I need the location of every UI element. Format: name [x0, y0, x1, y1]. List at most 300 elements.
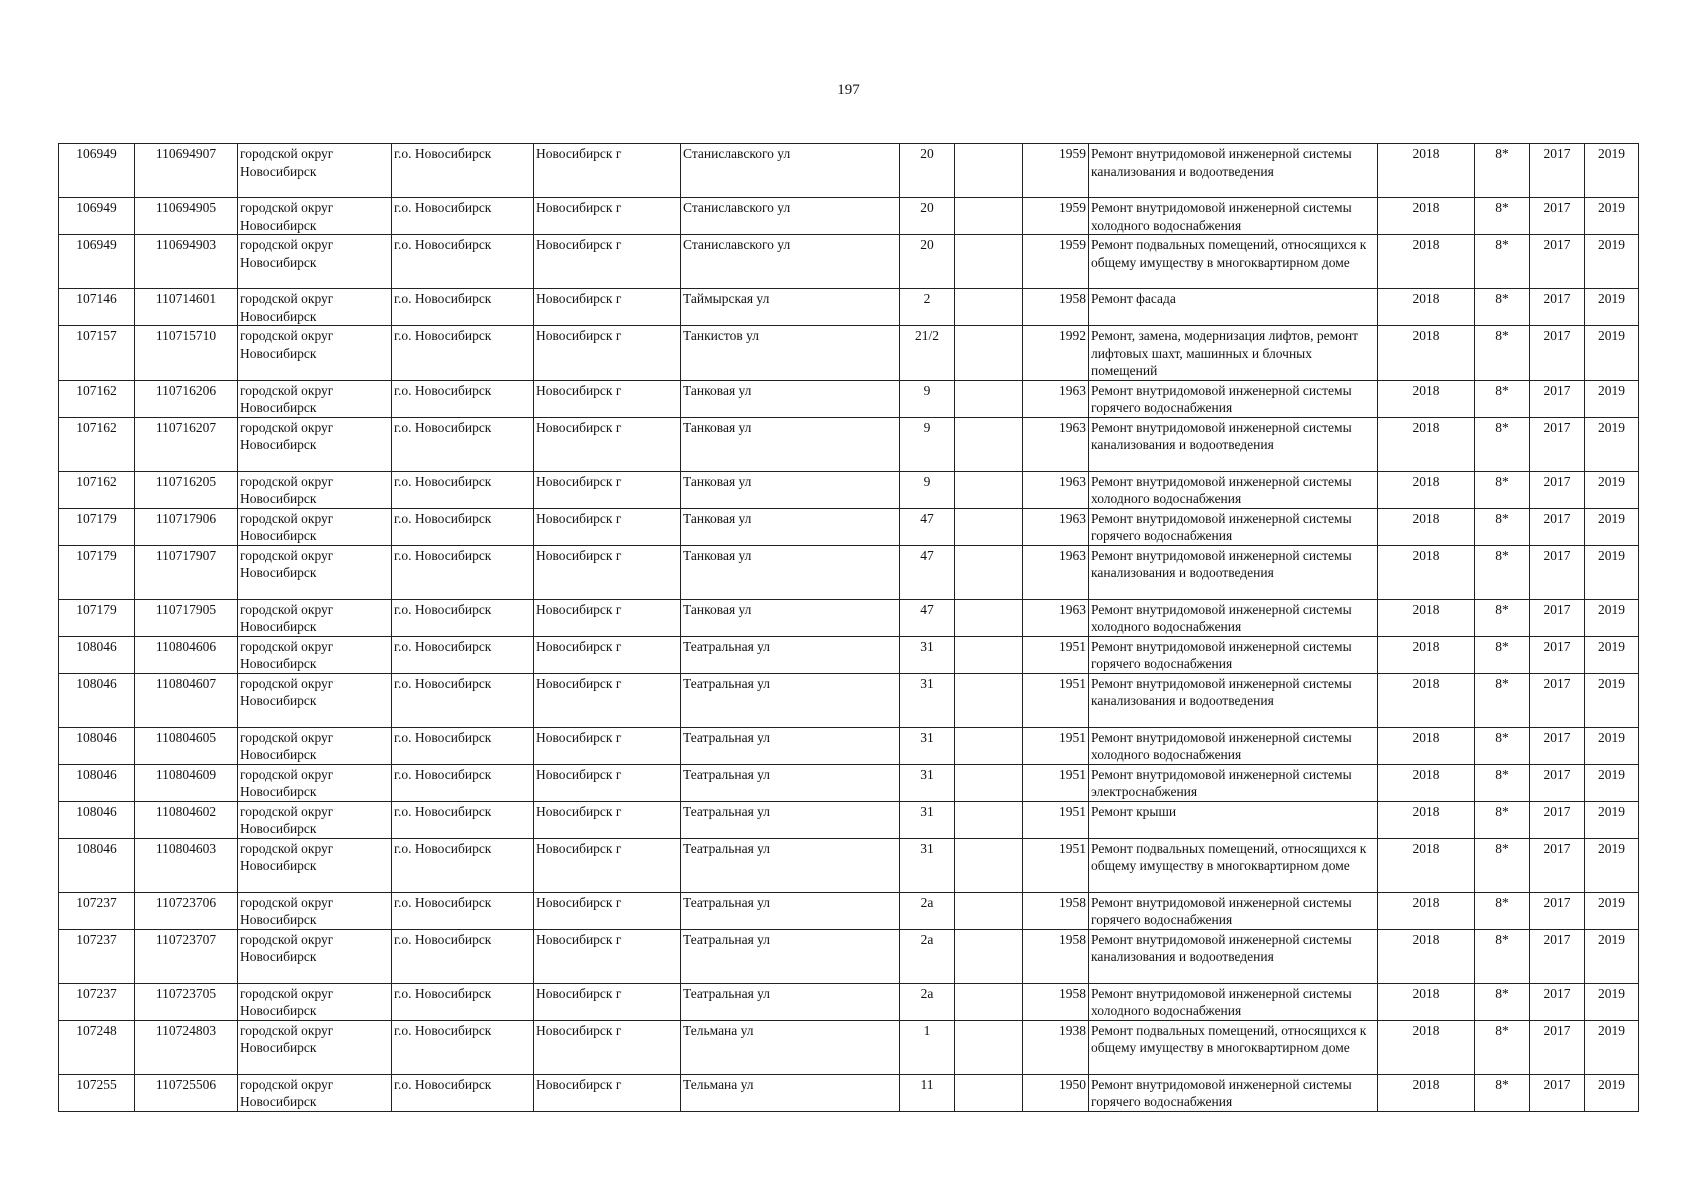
table-row: [59, 1074, 1639, 1111]
cell-municipality: городской округ Новосибирск: [238, 508, 392, 545]
cell-house-id: 107162: [59, 471, 135, 508]
cell-built-year: 1959: [1023, 235, 1089, 289]
cell-house-number: 31: [900, 838, 955, 892]
table-row: [59, 144, 1639, 198]
table-row: [59, 417, 1639, 471]
cell-built-year: 1959: [1023, 144, 1089, 198]
cell-end-year: 2019: [1585, 983, 1639, 1020]
cell-start-year: 2017: [1530, 764, 1585, 801]
cell-start-year: 2017: [1530, 144, 1585, 198]
cell-settlement: Новосибирск г: [534, 599, 681, 636]
cell-district: г.о. Новосибирск: [392, 727, 534, 764]
cell-house-number: 2а: [900, 929, 955, 983]
cell-end-year: 2019: [1585, 326, 1639, 381]
cell-street: Танковая ул: [681, 471, 900, 508]
cell-house-id: 107162: [59, 380, 135, 417]
cell-plan-year: 2018: [1378, 838, 1475, 892]
cell-work-id: 110723707: [135, 929, 238, 983]
cell-built-year: 1963: [1023, 417, 1089, 471]
cell-plan-year: 2018: [1378, 599, 1475, 636]
cell-built-year: 1958: [1023, 892, 1089, 929]
cell-house-number: 9: [900, 417, 955, 471]
cell-plan-year: 2018: [1378, 289, 1475, 326]
cell-building: [955, 1020, 1023, 1074]
cell-building: [955, 892, 1023, 929]
cell-built-year: 1992: [1023, 326, 1089, 381]
cell-settlement: Новосибирск г: [534, 1074, 681, 1111]
cell-street: Станиславского ул: [681, 235, 900, 289]
cell-start-year: 2017: [1530, 198, 1585, 235]
cell-building: [955, 380, 1023, 417]
cell-house-number: 47: [900, 545, 955, 599]
cell-plan-year: 2018: [1378, 892, 1475, 929]
cell-street: Театральная ул: [681, 673, 900, 727]
cell-building: [955, 764, 1023, 801]
cell-house-id: 107237: [59, 929, 135, 983]
cell-plan-year: 2018: [1378, 929, 1475, 983]
cell-built-year: 1938: [1023, 1020, 1089, 1074]
cell-street: Таймырская ул: [681, 289, 900, 326]
cell-house-number: 47: [900, 508, 955, 545]
table-row: [59, 636, 1639, 673]
cell-start-year: 2017: [1530, 929, 1585, 983]
table-row: [59, 983, 1639, 1020]
cell-end-year: 2019: [1585, 417, 1639, 471]
cell-work-id: 110725506: [135, 1074, 238, 1111]
cell-cost-norm: 8*: [1475, 673, 1530, 727]
cell-cost-norm: 8*: [1475, 929, 1530, 983]
cell-start-year: 2017: [1530, 545, 1585, 599]
cell-start-year: 2017: [1530, 235, 1585, 289]
cell-district: г.о. Новосибирск: [392, 1020, 534, 1074]
cell-work-id: 110804607: [135, 673, 238, 727]
cell-settlement: Новосибирск г: [534, 471, 681, 508]
cell-house-number: 2а: [900, 892, 955, 929]
cell-district: г.о. Новосибирск: [392, 417, 534, 471]
cell-building: [955, 838, 1023, 892]
cell-district: г.о. Новосибирск: [392, 380, 534, 417]
cell-cost-norm: 8*: [1475, 326, 1530, 381]
cell-street: Театральная ул: [681, 983, 900, 1020]
cell-built-year: 1963: [1023, 545, 1089, 599]
cell-settlement: Новосибирск г: [534, 508, 681, 545]
table-row: [59, 929, 1639, 983]
cell-municipality: городской округ Новосибирск: [238, 929, 392, 983]
cell-house-number: 47: [900, 599, 955, 636]
page-number: 197: [837, 82, 860, 98]
cell-house-id: 107146: [59, 289, 135, 326]
cell-cost-norm: 8*: [1475, 545, 1530, 599]
cell-built-year: 1951: [1023, 673, 1089, 727]
cell-plan-year: 2018: [1378, 727, 1475, 764]
cell-plan-year: 2018: [1378, 801, 1475, 838]
cell-street: Театральная ул: [681, 929, 900, 983]
cell-plan-year: 2018: [1378, 235, 1475, 289]
cell-district: г.о. Новосибирск: [392, 545, 534, 599]
table-row: [59, 673, 1639, 727]
cell-start-year: 2017: [1530, 983, 1585, 1020]
cell-district: г.о. Новосибирск: [392, 764, 534, 801]
table-row: [59, 326, 1639, 381]
cell-end-year: 2019: [1585, 380, 1639, 417]
cell-start-year: 2017: [1530, 636, 1585, 673]
table-row: [59, 764, 1639, 801]
cell-plan-year: 2018: [1378, 545, 1475, 599]
cell-end-year: 2019: [1585, 144, 1639, 198]
cell-house-id: 107157: [59, 326, 135, 381]
cell-district: г.о. Новосибирск: [392, 326, 534, 381]
cell-settlement: Новосибирск г: [534, 545, 681, 599]
cell-street: Театральная ул: [681, 892, 900, 929]
cell-house-number: 31: [900, 727, 955, 764]
repair-register-table: [58, 143, 1639, 1112]
cell-cost-norm: 8*: [1475, 1020, 1530, 1074]
cell-start-year: 2017: [1530, 838, 1585, 892]
cell-settlement: Новосибирск г: [534, 838, 681, 892]
cell-house-number: 9: [900, 471, 955, 508]
cell-municipality: городской округ Новосибирск: [238, 235, 392, 289]
cell-end-year: 2019: [1585, 235, 1639, 289]
cell-plan-year: 2018: [1378, 198, 1475, 235]
cell-municipality: городской округ Новосибирск: [238, 599, 392, 636]
cell-building: [955, 983, 1023, 1020]
cell-cost-norm: 8*: [1475, 892, 1530, 929]
cell-cost-norm: 8*: [1475, 636, 1530, 673]
cell-building: [955, 471, 1023, 508]
cell-plan-year: 2018: [1378, 144, 1475, 198]
cell-building: [955, 289, 1023, 326]
cell-work-type: Ремонт внутридомовой инженерной системы канализования и водоотведения: [1089, 929, 1378, 983]
cell-house-id: 108046: [59, 673, 135, 727]
cell-built-year: 1951: [1023, 636, 1089, 673]
cell-building: [955, 636, 1023, 673]
cell-start-year: 2017: [1530, 1074, 1585, 1111]
cell-municipality: городской округ Новосибирск: [238, 636, 392, 673]
cell-house-number: 21/2: [900, 326, 955, 381]
cell-building: [955, 727, 1023, 764]
cell-street: Станиславского ул: [681, 144, 900, 198]
cell-settlement: Новосибирск г: [534, 764, 681, 801]
cell-settlement: Новосибирск г: [534, 235, 681, 289]
cell-district: г.о. Новосибирск: [392, 801, 534, 838]
cell-start-year: 2017: [1530, 326, 1585, 381]
cell-house-number: 1: [900, 1020, 955, 1074]
cell-street: Тельмана ул: [681, 1020, 900, 1074]
cell-work-id: 110714601: [135, 289, 238, 326]
cell-street: Театральная ул: [681, 838, 900, 892]
cell-work-type: Ремонт внутридомовой инженерной системы холодного водоснабжения: [1089, 599, 1378, 636]
cell-end-year: 2019: [1585, 1020, 1639, 1074]
cell-street: Танковая ул: [681, 545, 900, 599]
cell-cost-norm: 8*: [1475, 983, 1530, 1020]
cell-street: Станиславского ул: [681, 198, 900, 235]
cell-work-id: 110694905: [135, 198, 238, 235]
cell-building: [955, 673, 1023, 727]
cell-house-number: 31: [900, 801, 955, 838]
cell-built-year: 1951: [1023, 727, 1089, 764]
cell-municipality: городской округ Новосибирск: [238, 673, 392, 727]
cell-start-year: 2017: [1530, 801, 1585, 838]
cell-street: Танковая ул: [681, 508, 900, 545]
cell-start-year: 2017: [1530, 673, 1585, 727]
cell-work-type: Ремонт внутридомовой инженерной системы электроснабжения: [1089, 764, 1378, 801]
cell-built-year: 1958: [1023, 289, 1089, 326]
cell-work-id: 110804609: [135, 764, 238, 801]
cell-end-year: 2019: [1585, 198, 1639, 235]
cell-district: г.о. Новосибирск: [392, 673, 534, 727]
cell-work-id: 110717907: [135, 545, 238, 599]
cell-cost-norm: 8*: [1475, 471, 1530, 508]
cell-municipality: городской округ Новосибирск: [238, 1074, 392, 1111]
cell-municipality: городской округ Новосибирск: [238, 892, 392, 929]
cell-building: [955, 417, 1023, 471]
cell-end-year: 2019: [1585, 636, 1639, 673]
cell-plan-year: 2018: [1378, 764, 1475, 801]
cell-cost-norm: 8*: [1475, 801, 1530, 838]
cell-work-type: Ремонт внутридомовой инженерной системы канализования и водоотведения: [1089, 144, 1378, 198]
cell-work-id: 110716207: [135, 417, 238, 471]
cell-building: [955, 545, 1023, 599]
cell-municipality: городской округ Новосибирск: [238, 801, 392, 838]
cell-work-id: 110724803: [135, 1020, 238, 1074]
cell-start-year: 2017: [1530, 380, 1585, 417]
cell-cost-norm: 8*: [1475, 289, 1530, 326]
cell-settlement: Новосибирск г: [534, 144, 681, 198]
cell-work-type: Ремонт подвальных помещений, относящихся к общему имуществу в многоквартирном доме: [1089, 838, 1378, 892]
table-row: [59, 235, 1639, 289]
cell-house-id: 107162: [59, 417, 135, 471]
cell-house-id: 106949: [59, 235, 135, 289]
cell-work-id: 110694903: [135, 235, 238, 289]
cell-built-year: 1958: [1023, 929, 1089, 983]
cell-district: г.о. Новосибирск: [392, 983, 534, 1020]
cell-work-type: Ремонт фасада: [1089, 289, 1378, 326]
cell-district: г.о. Новосибирск: [392, 838, 534, 892]
cell-end-year: 2019: [1585, 727, 1639, 764]
cell-municipality: городской округ Новосибирск: [238, 471, 392, 508]
cell-house-id: 108046: [59, 727, 135, 764]
cell-house-number: 31: [900, 636, 955, 673]
cell-cost-norm: 8*: [1475, 198, 1530, 235]
cell-plan-year: 2018: [1378, 983, 1475, 1020]
cell-house-id: 108046: [59, 801, 135, 838]
cell-house-id: 108046: [59, 636, 135, 673]
cell-district: г.о. Новосибирск: [392, 599, 534, 636]
cell-cost-norm: 8*: [1475, 417, 1530, 471]
cell-plan-year: 2018: [1378, 326, 1475, 381]
cell-district: г.о. Новосибирск: [392, 1074, 534, 1111]
cell-house-number: 11: [900, 1074, 955, 1111]
cell-municipality: городской округ Новосибирск: [238, 727, 392, 764]
cell-plan-year: 2018: [1378, 417, 1475, 471]
cell-end-year: 2019: [1585, 929, 1639, 983]
cell-building: [955, 599, 1023, 636]
cell-building: [955, 801, 1023, 838]
table-row: [59, 380, 1639, 417]
cell-work-type: Ремонт внутридомовой инженерной системы горячего водоснабжения: [1089, 892, 1378, 929]
cell-built-year: 1959: [1023, 198, 1089, 235]
table-row: [59, 892, 1639, 929]
cell-settlement: Новосибирск г: [534, 380, 681, 417]
cell-street: Театральная ул: [681, 636, 900, 673]
cell-start-year: 2017: [1530, 289, 1585, 326]
cell-work-id: 110716206: [135, 380, 238, 417]
cell-work-id: 110717905: [135, 599, 238, 636]
cell-work-type: Ремонт внутридомовой инженерной системы канализования и водоотведения: [1089, 417, 1378, 471]
cell-district: г.о. Новосибирск: [392, 471, 534, 508]
cell-district: г.о. Новосибирск: [392, 636, 534, 673]
table-row: [59, 801, 1639, 838]
cell-house-number: 20: [900, 198, 955, 235]
cell-municipality: городской округ Новосибирск: [238, 289, 392, 326]
table-row: [59, 198, 1639, 235]
table-row: [59, 838, 1639, 892]
cell-house-number: 20: [900, 235, 955, 289]
cell-house-number: 31: [900, 673, 955, 727]
cell-house-id: 107248: [59, 1020, 135, 1074]
cell-cost-norm: 8*: [1475, 1074, 1530, 1111]
cell-settlement: Новосибирск г: [534, 801, 681, 838]
cell-built-year: 1958: [1023, 983, 1089, 1020]
cell-end-year: 2019: [1585, 599, 1639, 636]
cell-work-id: 110804605: [135, 727, 238, 764]
cell-house-id: 108046: [59, 764, 135, 801]
cell-start-year: 2017: [1530, 417, 1585, 471]
cell-house-id: 107179: [59, 545, 135, 599]
cell-plan-year: 2018: [1378, 636, 1475, 673]
cell-district: г.о. Новосибирск: [392, 144, 534, 198]
cell-work-type: Ремонт внутридомовой инженерной системы горячего водоснабжения: [1089, 636, 1378, 673]
cell-work-id: 110694907: [135, 144, 238, 198]
cell-building: [955, 508, 1023, 545]
cell-work-type: Ремонт внутридомовой инженерной системы горячего водоснабжения: [1089, 380, 1378, 417]
cell-settlement: Новосибирск г: [534, 929, 681, 983]
table-row: [59, 471, 1639, 508]
cell-end-year: 2019: [1585, 508, 1639, 545]
cell-house-id: 107255: [59, 1074, 135, 1111]
cell-work-id: 110804602: [135, 801, 238, 838]
cell-district: г.о. Новосибирск: [392, 289, 534, 326]
cell-built-year: 1950: [1023, 1074, 1089, 1111]
cell-municipality: городской округ Новосибирск: [238, 983, 392, 1020]
cell-plan-year: 2018: [1378, 380, 1475, 417]
cell-municipality: городской округ Новосибирск: [238, 838, 392, 892]
cell-plan-year: 2018: [1378, 1020, 1475, 1074]
cell-house-number: 20: [900, 144, 955, 198]
cell-municipality: городской округ Новосибирск: [238, 1020, 392, 1074]
cell-municipality: городской округ Новосибирск: [238, 144, 392, 198]
cell-plan-year: 2018: [1378, 1074, 1475, 1111]
cell-house-id: 107179: [59, 508, 135, 545]
cell-plan-year: 2018: [1378, 673, 1475, 727]
cell-cost-norm: 8*: [1475, 764, 1530, 801]
cell-cost-norm: 8*: [1475, 727, 1530, 764]
cell-street: Танковая ул: [681, 380, 900, 417]
cell-municipality: городской округ Новосибирск: [238, 198, 392, 235]
cell-house-id: 107237: [59, 892, 135, 929]
cell-start-year: 2017: [1530, 892, 1585, 929]
cell-settlement: Новосибирск г: [534, 983, 681, 1020]
cell-street: Танковая ул: [681, 599, 900, 636]
cell-end-year: 2019: [1585, 545, 1639, 599]
cell-settlement: Новосибирск г: [534, 727, 681, 764]
cell-work-type: Ремонт внутридомовой инженерной системы холодного водоснабжения: [1089, 198, 1378, 235]
cell-house-id: 107179: [59, 599, 135, 636]
cell-work-id: 110723705: [135, 983, 238, 1020]
cell-work-type: Ремонт внутридомовой инженерной системы холодного водоснабжения: [1089, 471, 1378, 508]
cell-municipality: городской округ Новосибирск: [238, 764, 392, 801]
cell-end-year: 2019: [1585, 801, 1639, 838]
cell-work-type: Ремонт внутридомовой инженерной системы горячего водоснабжения: [1089, 1074, 1378, 1111]
cell-built-year: 1951: [1023, 764, 1089, 801]
cell-end-year: 2019: [1585, 1074, 1639, 1111]
cell-work-id: 110715710: [135, 326, 238, 381]
cell-cost-norm: 8*: [1475, 235, 1530, 289]
cell-building: [955, 198, 1023, 235]
cell-built-year: 1963: [1023, 508, 1089, 545]
cell-municipality: городской округ Новосибирск: [238, 326, 392, 381]
cell-work-type: Ремонт подвальных помещений, относящихся к общему имуществу в многоквартирном доме: [1089, 235, 1378, 289]
table-row: [59, 508, 1639, 545]
cell-municipality: городской округ Новосибирск: [238, 545, 392, 599]
cell-district: г.о. Новосибирск: [392, 198, 534, 235]
cell-cost-norm: 8*: [1475, 838, 1530, 892]
cell-cost-norm: 8*: [1475, 380, 1530, 417]
cell-plan-year: 2018: [1378, 471, 1475, 508]
cell-work-type: Ремонт подвальных помещений, относящихся к общему имуществу в многоквартирном доме: [1089, 1020, 1378, 1074]
cell-settlement: Новосибирск г: [534, 417, 681, 471]
table-row: [59, 599, 1639, 636]
cell-built-year: 1951: [1023, 838, 1089, 892]
cell-work-type: Ремонт внутридомовой инженерной системы канализования и водоотведения: [1089, 673, 1378, 727]
cell-settlement: Новосибирск г: [534, 892, 681, 929]
cell-work-type: Ремонт крыши: [1089, 801, 1378, 838]
table-row: [59, 289, 1639, 326]
cell-built-year: 1951: [1023, 801, 1089, 838]
cell-building: [955, 235, 1023, 289]
cell-settlement: Новосибирск г: [534, 198, 681, 235]
cell-end-year: 2019: [1585, 838, 1639, 892]
cell-start-year: 2017: [1530, 508, 1585, 545]
cell-street: Тельмана ул: [681, 1074, 900, 1111]
cell-building: [955, 1074, 1023, 1111]
cell-start-year: 2017: [1530, 471, 1585, 508]
cell-house-id: 106949: [59, 144, 135, 198]
cell-settlement: Новосибирск г: [534, 326, 681, 381]
cell-street: Танкистов ул: [681, 326, 900, 381]
cell-built-year: 1963: [1023, 380, 1089, 417]
table-row: [59, 1020, 1639, 1074]
cell-house-id: 107237: [59, 983, 135, 1020]
cell-house-number: 2: [900, 289, 955, 326]
cell-cost-norm: 8*: [1475, 144, 1530, 198]
cell-building: [955, 929, 1023, 983]
cell-end-year: 2019: [1585, 289, 1639, 326]
cell-end-year: 2019: [1585, 471, 1639, 508]
cell-work-type: Ремонт внутридомовой инженерной системы холодного водоснабжения: [1089, 983, 1378, 1020]
cell-street: Театральная ул: [681, 801, 900, 838]
cell-street: Танковая ул: [681, 417, 900, 471]
cell-street: Театральная ул: [681, 764, 900, 801]
cell-end-year: 2019: [1585, 892, 1639, 929]
table-row: [59, 727, 1639, 764]
cell-cost-norm: 8*: [1475, 599, 1530, 636]
cell-end-year: 2019: [1585, 673, 1639, 727]
cell-end-year: 2019: [1585, 764, 1639, 801]
cell-built-year: 1963: [1023, 599, 1089, 636]
cell-work-type: Ремонт внутридомовой инженерной системы горячего водоснабжения: [1089, 508, 1378, 545]
cell-work-id: 110723706: [135, 892, 238, 929]
